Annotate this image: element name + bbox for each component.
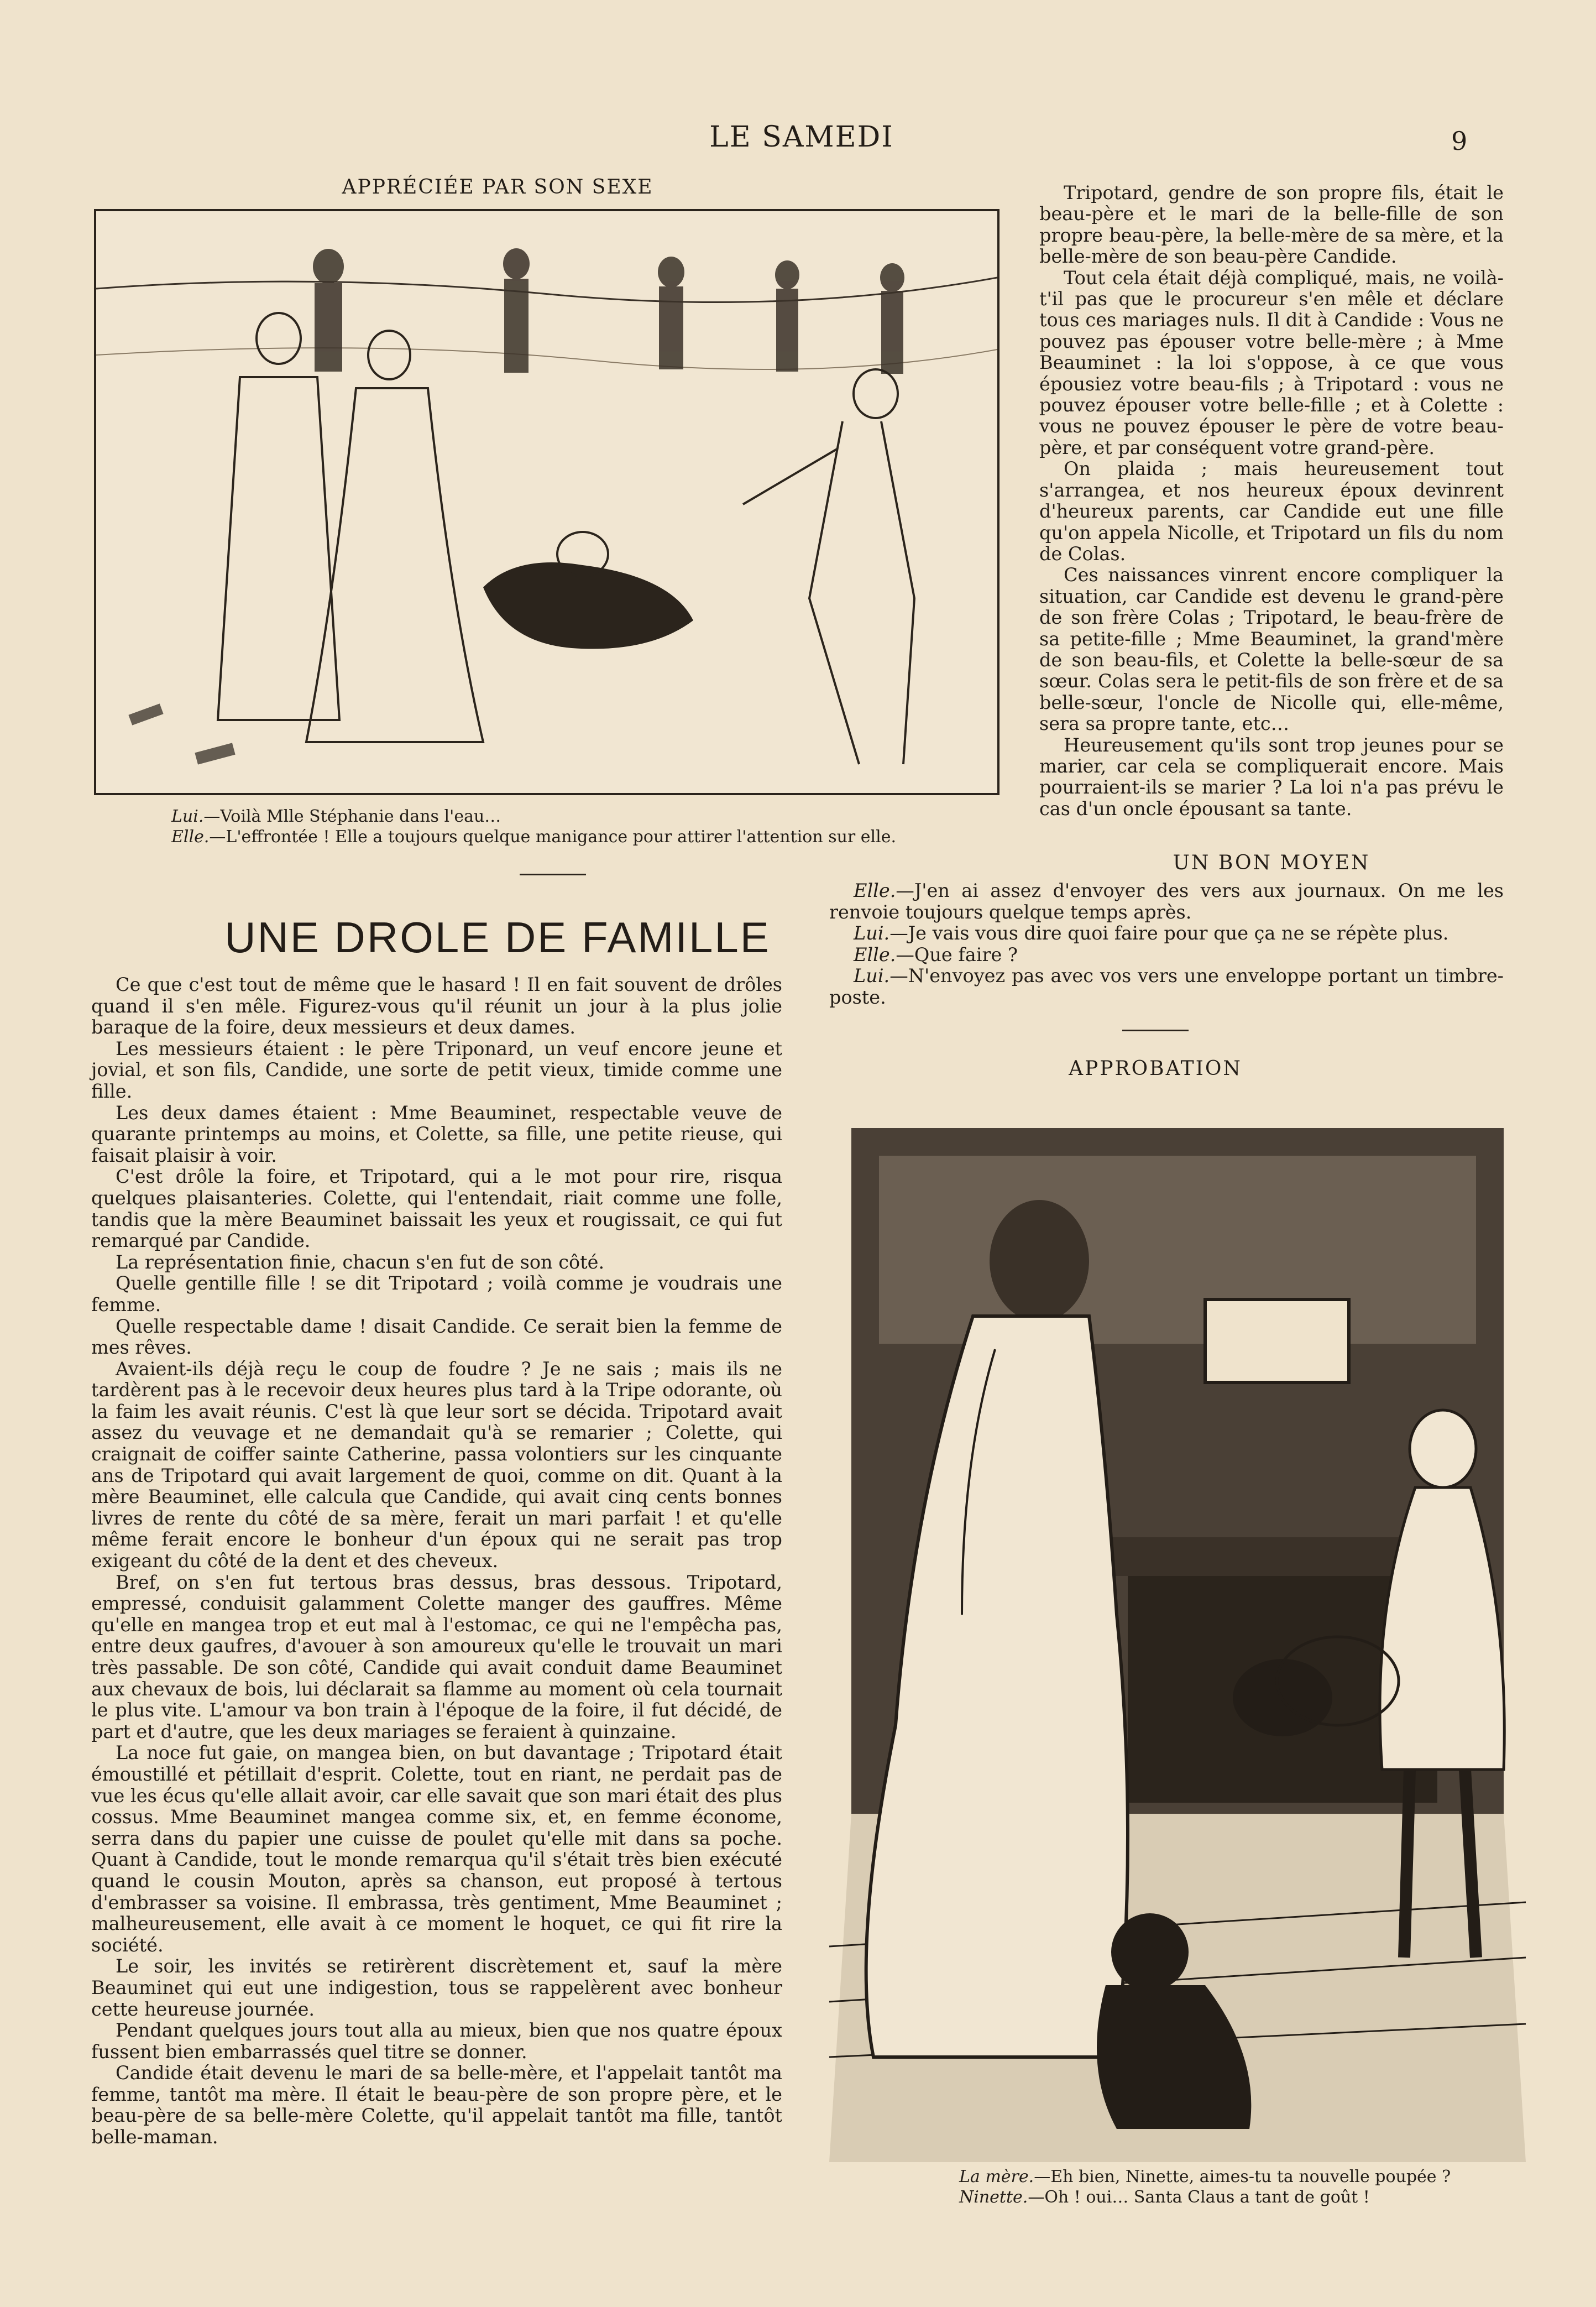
caption-line — [171, 827, 1001, 847]
fireplace-scene-illustration — [829, 1117, 1526, 2162]
paragraph: Pendant quelques jours tout alla au mieux, bien que nos quatre époux fussent bien embarrassés quel titre se donner. — [91, 2019, 782, 2063]
speaker: Lui. — [171, 807, 204, 826]
paragraph: Tout cela était déjà compliqué, mais, ne voilà-t'il pas que le procureur s'en mêle et déclare tous ces mariages nuls. Il dit à Candide : Vous ne pouvez pas épouser votre belle-mère ; à Mme Beauminet : la loi s'oppose, à ce que vous épousiez votre beau-fils ; à Tripotard : vous ne pouvez épouser votre belle-fille ; et à Colette : vous ne pouvez épouser le père de votre beau-père, et par conséquent votre grand-père. — [1039, 267, 1504, 458]
bon-moyen-title: UN BON MOYEN — [1173, 852, 1370, 874]
paragraph: Les messieurs étaient : le père Triponard, un veuf encore jeune et jovial, et son fils, Candide, une sorte de petit vieux, timide comme une fille. — [91, 1037, 782, 1102]
caption-text: —Eh bien, Ninette, aimes-tu ta nouvelle poupée ? — [1034, 2167, 1451, 2186]
caption-line — [171, 806, 1001, 827]
dialogue-text: —J'en ai assez d'envoyer des vers aux journaux. On me les renvoie toujours quelque temps après. — [829, 880, 1504, 923]
story-title: UNE DROLE DE FAMILLE — [224, 913, 771, 962]
separator-rule — [520, 874, 586, 875]
caption-text: —Voilà Mlle Stéphanie dans l'eau… — [203, 807, 501, 826]
paragraph: Le soir, les invités se retirèrent discrètement et, sauf la mère Beauminet qui eut une indigestion, tous se rappelèrent avec bonheur cette heureuse journée. — [91, 1955, 782, 2020]
masthead: LE SAMEDI — [709, 121, 894, 154]
paragraph: Tripotard, gendre de son propre fils, était le beau-père et le mari de la belle-fille de son propre beau-père, la belle-mère de sa mère, et la belle-mère de son beau-père Candide. — [1039, 182, 1504, 268]
story-right-column — [1039, 182, 1504, 820]
dialogue-line — [829, 923, 1504, 944]
cartoon1-title: APPRÉCIÉE PAR SON SEXE — [342, 176, 653, 199]
fireplace-scene-drawing — [829, 1117, 1526, 2162]
speaker: Elle. — [171, 827, 210, 847]
speaker: Lui. — [854, 965, 890, 987]
bon-moyen-dialogue — [829, 880, 1504, 1009]
speaker: Elle. — [854, 880, 896, 901]
speaker: Elle. — [854, 943, 896, 965]
paragraph: La noce fut gaie, on mangea bien, on but davantage ; Tripotard était émoustillé et pétillait d'esprit. Colette, tout en riant, ne perdait pas de vue les écus qu'elle allait avoir, car elle savait que son mari était des plus cossus. Mme Beauminet mangea comme six, et, en femme économe, serra dans du papier une cuisse de poulet qu'elle mit dans sa poche. Quant à Candide, tout le monde remarqua qu'il s'était très bien exécuté quand le cousin Mouton, après sa chanson, eut proposé à tertous d'embrasser sa voisine. Il embrassa, très gentiment, Mme Beauminet ; malheureusement, elle avait à ce moment le hoquet, ce qui fit rire la société. — [91, 1742, 782, 1956]
speaker: Lui. — [854, 922, 890, 944]
caption-line — [959, 2187, 1534, 2207]
dialogue-line — [829, 880, 1504, 923]
caption-line — [959, 2167, 1534, 2187]
paragraph: Candide était devenu le mari de sa belle-mère, et l'appelait tantôt ma femme, tantôt ma mère. Il était le beau-père de son propre père, et le beau-père de sa belle-mère Colette, qu'il appelait tantôt ma fille, tantôt belle-maman. — [91, 2062, 782, 2148]
caption-text: —L'effrontée ! Elle a toujours quelque manigance pour attirer l'attention sur elle. — [209, 827, 897, 847]
paragraph: Quelle gentille fille ! se dit Tripotard ; voilà comme je voudrais une femme. — [91, 1272, 782, 1316]
paragraph: Ces naissances vinrent encore compliquer la situation, car Candide est devenu le grand-père de son frère Colas ; Tripotard, le beau-frère de sa petite-fille ; Mme Beauminet, la grand'mère de son beau-fils, et Colette la belle-sœur de sa sœur. Colas sera le petit-fils de son frère et de sa belle-sœur, l'oncle de Nicolle qui, elle-même, sera sa propre tante, etc… — [1039, 564, 1504, 735]
speaker: La mère. — [959, 2167, 1034, 2186]
paragraph: Avaient-ils déjà reçu le coup de foudre ? Je ne sais ; mais ils ne tardèrent pas à le recevoir deux heures plus tard à la Tripe odorante, où la faim les avait réunis. C'est là que leur sort se décida. Tripotard avait assez du veuvage et ne demandait qu'à se remarier ; Colette, qui craignait de coiffer sainte Catherine, passa volontiers sur les cinquante ans de Tripotard qui avait largement de quoi, comme on dit. Quant à la mère Beauminet, elle calcula que Candide, qui avait cinq cents bonnes livres de rente du côté de sa mère, ferait un mari parfait ! et qu'elle même ferait encore le bonheur d'un époux qui ne serait pas trop exigeant du côté de la dent et des cheveux. — [91, 1358, 782, 1572]
paragraph: C'est drôle la foire, et Tripotard, qui a le mot pour rire, risqua quelques plaisanteries. Colette, qui l'entendait, riait comme une folle, tandis que la mère Beauminet baissait les yeux et rougissait, ce qui fut remarqué par Candide. — [91, 1166, 782, 1252]
dialogue-text: —N'envoyez pas avec vos vers une enveloppe portant un timbre-poste. — [829, 965, 1504, 1008]
page-number: 9 — [1451, 126, 1468, 156]
paragraph: La représentation finie, chacun s'en fut de son côté. — [116, 1251, 605, 1273]
paragraph: Heureusement qu'ils sont trop jeunes pour se marier, car cela se compliquerait encore. Mais pourraient-ils se marier ? La loi n'a pas prévu le cas d'un oncle épousant sa tante. — [1039, 734, 1504, 820]
story-left-column — [91, 974, 782, 2148]
paragraph: On plaida ; mais heureusement tout s'arrangea, et nos heureux époux devinrent d'heureux parents, car Candide eut une fille qu'on appela Nicolle, et Tripotard un fils du nom de Colas. — [1039, 458, 1504, 565]
dialogue-line — [829, 965, 1504, 1008]
cartoon2-title: APPROBATION — [1069, 1057, 1242, 1080]
cartoon2-caption — [959, 2167, 1534, 2207]
paragraph: Ce que c'est tout de même que le hasard ! Il en fait souvent de drôles quand il s'en mêle. Figurez-vous qu'il réunit un jour à la plus jolie baraque de la foire, deux messieurs et deux dames. — [91, 974, 782, 1038]
paragraph: Bref, on s'en fut tertous bras dessus, bras dessous. Tripotard, empressé, conduisit galamment Colette manger des gauffres. Même qu'elle en mangea trop et eut mal à l'estomac, ce qui ne l'empêcha pas, entre deux gaufres, d'avouer à son amoureux qu'elle le trouvait un mari très passable. De son côté, Candide qui avait conduit dame Beauminet aux chevaux de bois, lui déclarait sa flamme au moment où cela tournait le plus vite. L'amour va bon train à l'époque de la foire, il fut décidé, de part et d'autre, que les deux mariages se feraient à quinzaine. — [91, 1571, 782, 1742]
speaker: Ninette. — [959, 2188, 1028, 2207]
cartoon1-caption — [171, 806, 1001, 847]
skating-scene-drawing — [96, 211, 997, 793]
separator-rule — [1122, 1030, 1189, 1031]
dialogue-text: —Je vais vous dire quoi faire pour que ça ne se répète plus. — [889, 922, 1449, 944]
skating-scene-illustration — [94, 209, 1000, 795]
paragraph: Les deux dames étaient : Mme Beauminet, respectable veuve de quarante printemps au moins, et Colette, sa fille, une petite rieuse, qui faisait plaisir à voir. — [91, 1102, 782, 1166]
dialogue-text: —Que faire ? — [896, 943, 1018, 965]
paragraph: Quelle respectable dame ! disait Candide. Ce serait bien la femme de mes rêves. — [91, 1315, 782, 1359]
caption-text: —Oh ! oui… Santa Claus a tant de goût ! — [1028, 2188, 1370, 2207]
dialogue-line — [829, 944, 1504, 966]
